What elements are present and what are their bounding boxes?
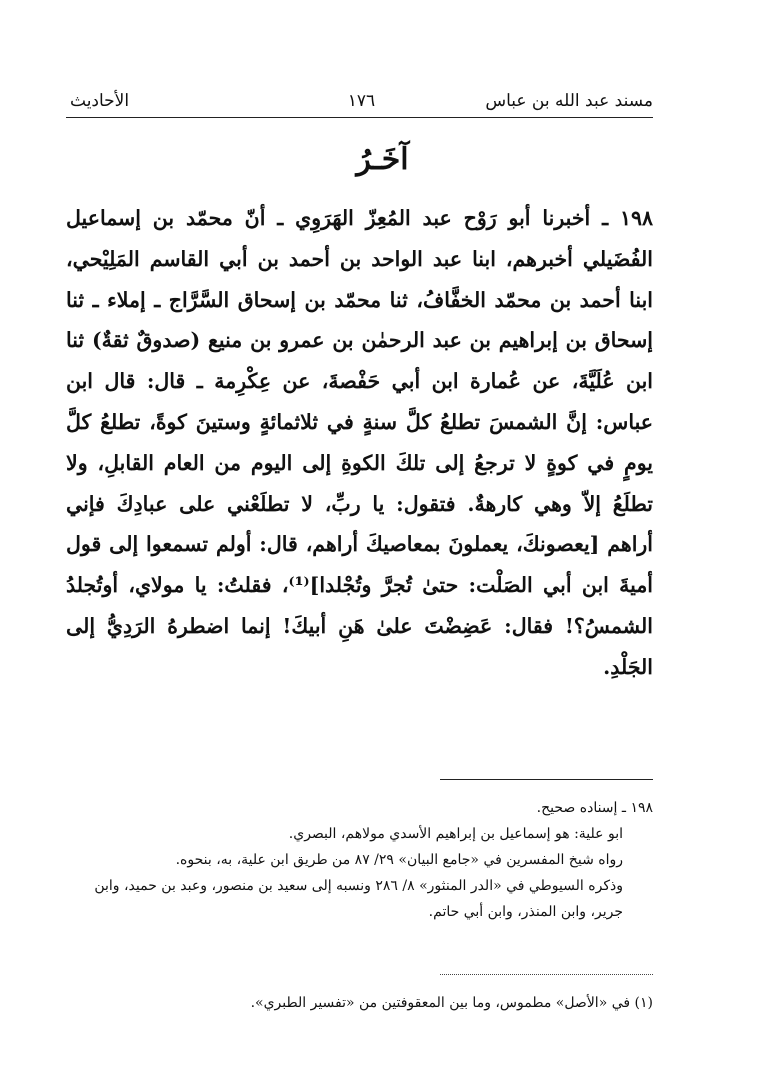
note-line-source-tabari: رواه شيخ المفسرين في «جامع البيان» ٢٩/ ٨٧ من طريق ابن علية، به، بنحوه. — [175, 852, 623, 868]
hadith-body: ـ أخبرنا أبو رَوْح عبد المُعِزّ الهَرَوِي ـ أنّ محمّد بن إسماعيل الفُضَيلي أخبرهم، ابنا عبد الواحد بن أحمد بن أبي القاسم المَلِيْحي، ابنا أحمد بن محمّد الخفَّافُ، ثنا محمّد بن إسحاق السَّرَّاج ـ إملاء ـ ثنا إسحاق بن إبراهيم بن عبد الرحمٰن بن عمرو بن منيع (صدوقٌ ثقةٌ) ثنا ابن عُلَيَّةَ، عن عُمارة ابن أبي حَفْصةَ، عن عِكْرِمة ـ قال: قال ابن عباس: إنَّ الشمسَ تطلعُ كلَّ سنةٍ في ثلاثمائةٍ وستينَ كوةً، تطلعُ كلَّ يومٍ في كوةٍ لا ترجعُ إلى تلكَ الكوةِ إلى اليوم من العام القابلِ، ولا تطلَعُ إلاّ وهي كارهةٌ. فتقول: يا ربِّ، لا تطلَعْني على عبادِكَ فإني أراهم [يعصونكَ، يعملونَ بمعاصيكَ أراهم، قال: أولم تسمعوا إلى قول أميةَ ابن أبي الصَلْت: حتىٰ تُجرَّ وتُجْلدا]⁽¹⁾، فقلتُ: يا مولاي، أوتُجلدُ الشمسُ؟! فقال: عَضِضْتَ علىٰ هَنِ أبيكَ! إنما اضطرهُ الرَدِيُّ إلى الجَلْدِ. — [66, 206, 654, 679]
note-line-narrator: ابو علية: هو إسماعيل بن إبراهيم الأسدي مولاهم، البصري. — [288, 826, 623, 842]
hadith-paragraph — [66, 198, 653, 688]
running-header — [70, 88, 653, 114]
note-line-source-suyuti: وذكره السيوطي في «الدر المنثور» ٨/ ٢٨٦ ونسبه إلى سعيد بن منصور، وعبد بن حميد، وابن جرير، وابن المنذر، وابن أبي حاتم. — [94, 878, 623, 920]
footnote: (١) في «الأصل» مطموس، وما بين المعقوفتين من «تفسير الطبري». — [250, 995, 653, 1011]
header-book-title: مسند عبد الله بن عباس — [485, 91, 653, 111]
header-rule — [66, 117, 653, 118]
chapter-title: آخَـرُ — [356, 142, 409, 177]
footnote-separator — [440, 974, 653, 975]
page-number: ١٧٦ — [347, 91, 376, 111]
notes-separator — [440, 779, 653, 780]
header-section-title: الأحاديث — [70, 91, 130, 111]
note-line-grading: ١٩٨ ـ إسناده صحيح. — [536, 800, 653, 816]
hadith-number: ١٩٨ — [619, 206, 653, 230]
hadith-text-block — [66, 198, 653, 688]
takhrij-notes — [66, 795, 653, 925]
